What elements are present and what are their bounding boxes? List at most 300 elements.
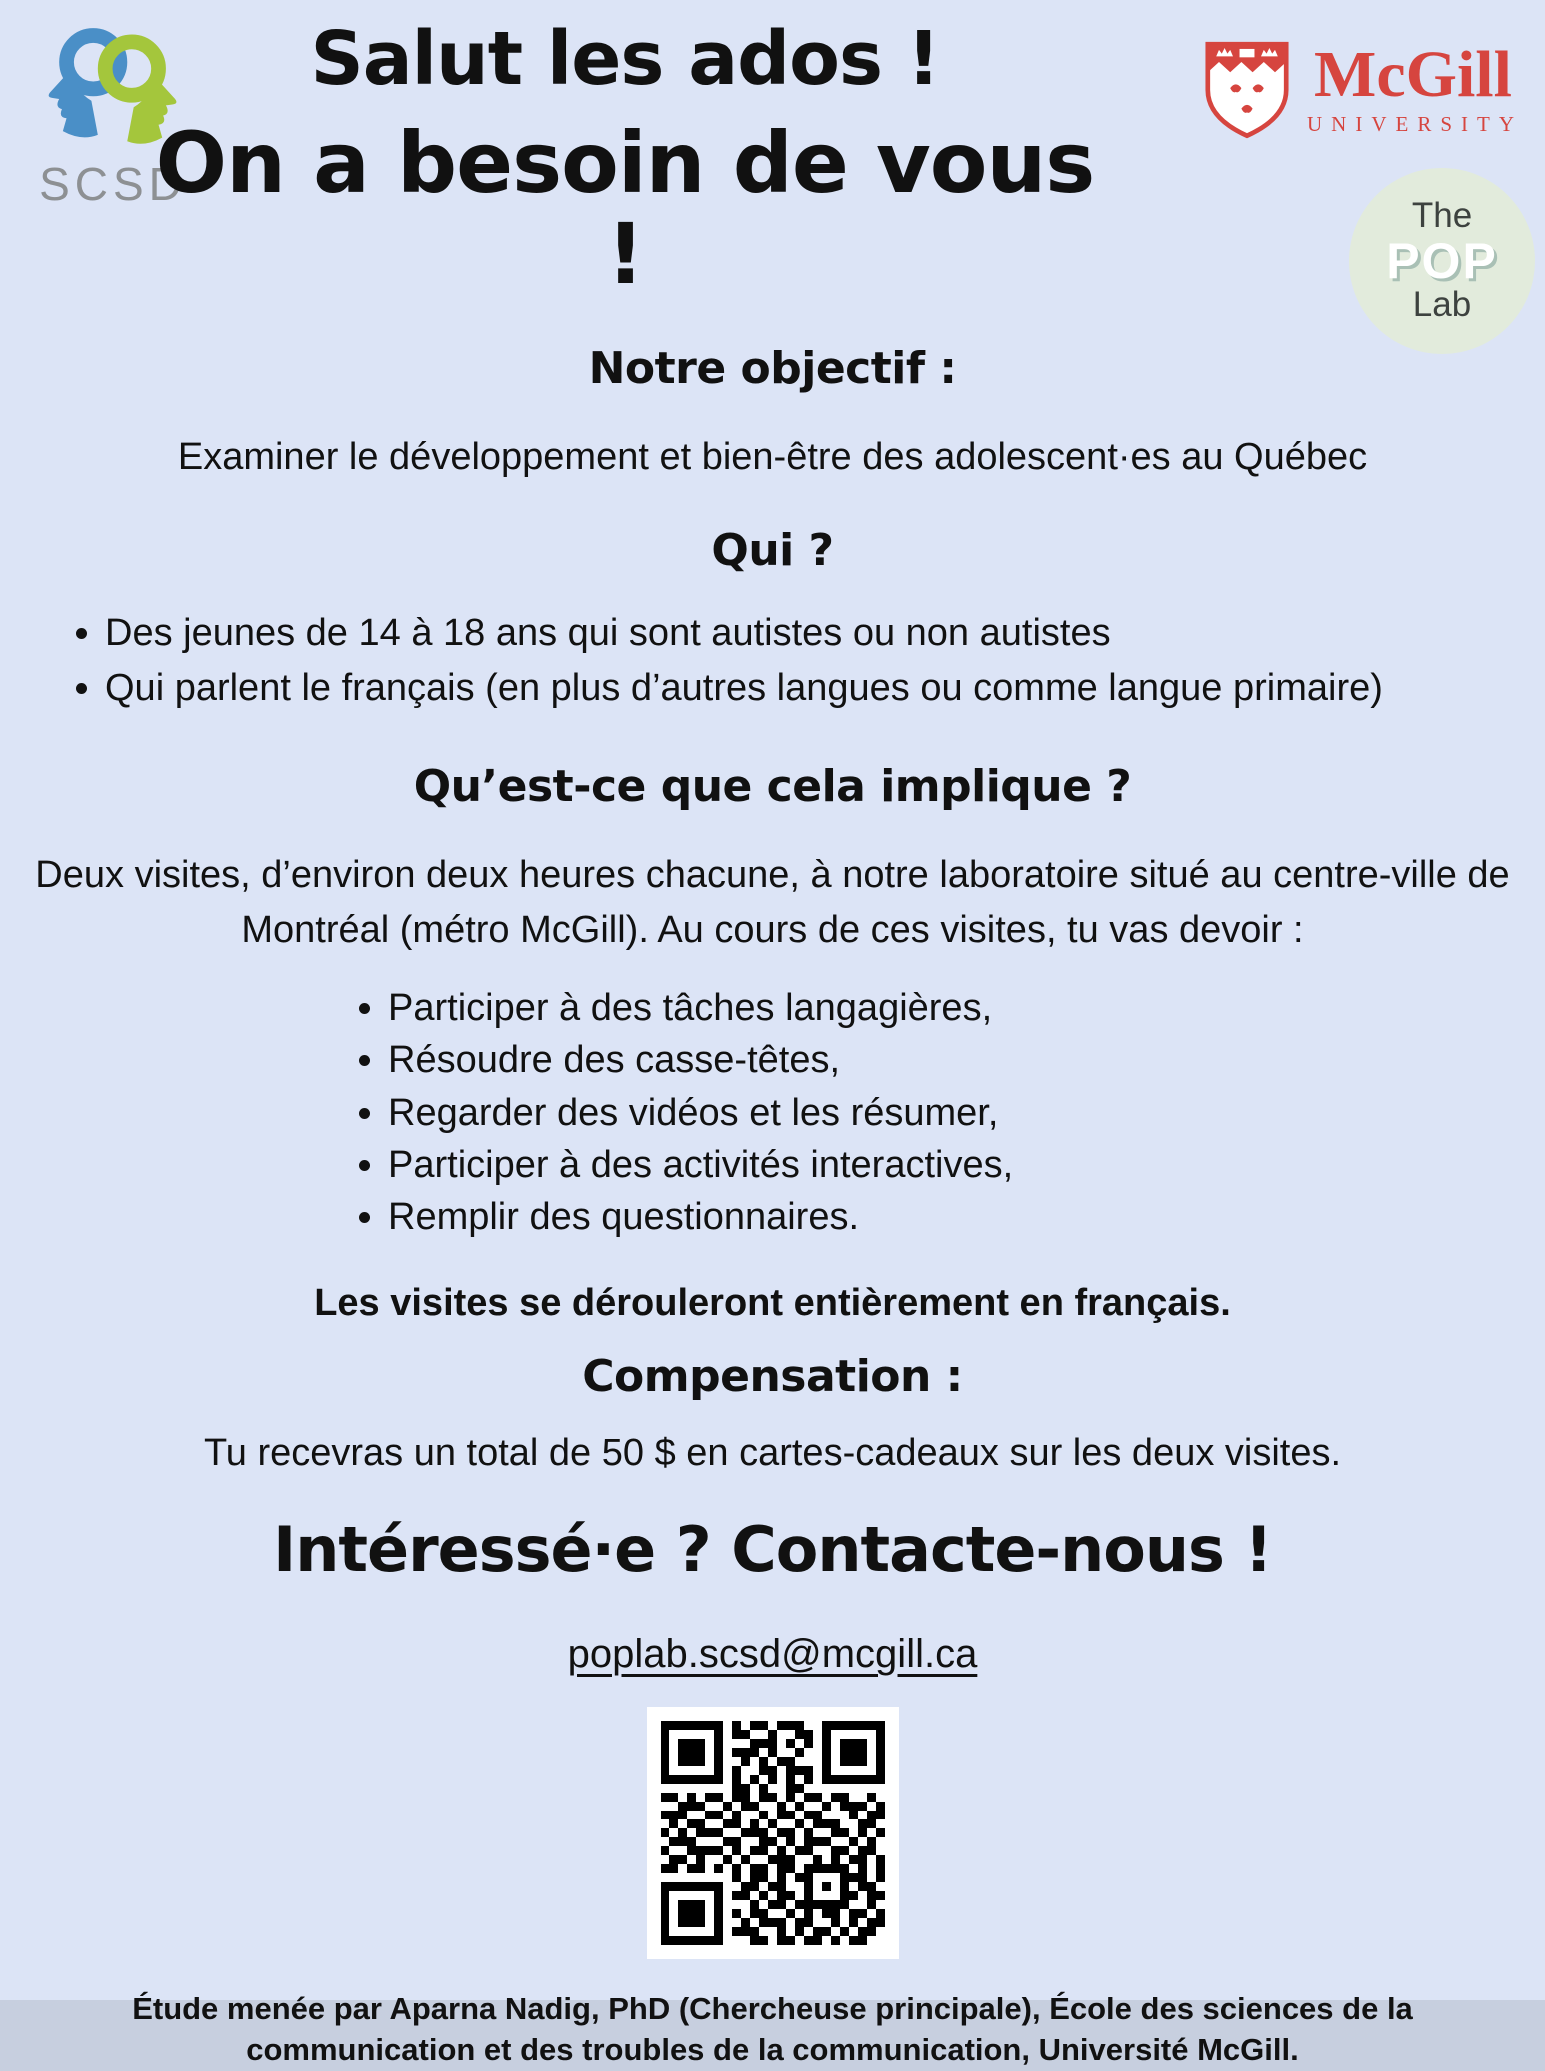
qr-module (867, 1900, 876, 1909)
qr-module (705, 1748, 714, 1757)
qr-module (777, 1909, 786, 1918)
qr-module (669, 1891, 678, 1900)
qr-module (714, 1775, 723, 1784)
compensation-body: Tu recevras un total de 50 $ en cartes-cadeaux sur les deux visites. (203, 1431, 1342, 1474)
qr-module (687, 1766, 696, 1775)
qr-module (732, 1855, 741, 1864)
bullet-item: • Qui parlent le français (en plus d’autres langues ou comme langue primaire) (105, 661, 1545, 716)
qr-module (661, 1900, 670, 1909)
qr-module (750, 1775, 759, 1784)
qr-module (876, 1864, 885, 1873)
qr-module (804, 1766, 813, 1775)
qr-module (741, 1909, 750, 1918)
qr-module (795, 1927, 804, 1936)
qr-module (714, 1864, 723, 1873)
qr-module (705, 1909, 714, 1918)
qr-module (867, 1775, 876, 1784)
qr-module (705, 1730, 714, 1739)
qr-module (696, 1927, 705, 1936)
qr-module (876, 1918, 885, 1927)
qr-module (661, 1766, 670, 1775)
qr-module (822, 1918, 831, 1927)
qr-module (661, 1918, 670, 1927)
qr-module (768, 1828, 777, 1837)
qr-module (849, 1802, 858, 1811)
qr-module (849, 1882, 858, 1891)
qr-module (777, 1900, 786, 1909)
qr-module (714, 1739, 723, 1748)
qr-module (705, 1882, 714, 1891)
qr-module (831, 1918, 840, 1927)
qr-module (813, 1882, 822, 1891)
qr-module (867, 1927, 876, 1936)
mcgill-name: McGill (1314, 38, 1512, 111)
qr-module (732, 1802, 741, 1811)
qr-module (804, 1721, 813, 1730)
qr-module (661, 1927, 670, 1936)
qr-module (759, 1811, 768, 1820)
qr-module (804, 1793, 813, 1802)
qr-module (795, 1802, 804, 1811)
objective-heading: Notre objectif : (588, 343, 957, 395)
qr-module (858, 1864, 867, 1873)
qr-module (795, 1766, 804, 1775)
qr-module (876, 1936, 885, 1945)
qr-module (858, 1828, 867, 1837)
qr-module (687, 1819, 696, 1828)
qr-module (849, 1936, 858, 1945)
bullet-item: • Participer à des tâches langagières, (388, 982, 1545, 1034)
scsd-label: SCSD (39, 158, 187, 210)
qr-module (831, 1927, 840, 1936)
qr-module (678, 1730, 687, 1739)
qr-module (669, 1855, 678, 1864)
qr-module (831, 1757, 840, 1766)
qr-module (750, 1828, 759, 1837)
qr-module (804, 1811, 813, 1820)
qr-module (705, 1828, 714, 1837)
qr-module (723, 1864, 732, 1873)
qr-module (831, 1846, 840, 1855)
qr-module (669, 1793, 678, 1802)
qr-module (687, 1918, 696, 1927)
qr-module (678, 1927, 687, 1936)
qr-module (687, 1936, 696, 1945)
qr-module (822, 1927, 831, 1936)
qr-module (723, 1918, 732, 1927)
qr-module (705, 1855, 714, 1864)
qr-module (687, 1775, 696, 1784)
qr-module (831, 1909, 840, 1918)
qr-module (831, 1766, 840, 1775)
qr-module (741, 1900, 750, 1909)
qr-module (786, 1775, 795, 1784)
qr-module (661, 1784, 670, 1793)
bullet-item: • Regarder des vidéos et les résumer, (388, 1087, 1545, 1139)
qr-module (696, 1936, 705, 1945)
qr-module (750, 1891, 759, 1900)
qr-module (795, 1936, 804, 1945)
qr-module (723, 1819, 732, 1828)
qr-module (678, 1802, 687, 1811)
qr-module (786, 1855, 795, 1864)
qr-module (831, 1784, 840, 1793)
bullet-item: • Résoudre des casse-têtes, (388, 1034, 1545, 1086)
bullet-item: • Des jeunes de 14 à 18 ans qui sont autistes ou non autistes (105, 606, 1545, 661)
qr-module (777, 1793, 786, 1802)
qr-module (786, 1909, 795, 1918)
qr-module (831, 1882, 840, 1891)
qr-module (678, 1846, 687, 1855)
qr-module (858, 1936, 867, 1945)
qr-module (759, 1828, 768, 1837)
qr-module (750, 1846, 759, 1855)
qr-module (768, 1811, 777, 1820)
qr-module (705, 1837, 714, 1846)
qr-module (759, 1766, 768, 1775)
qr-module (759, 1802, 768, 1811)
qr-module (831, 1873, 840, 1882)
qr-module (777, 1918, 786, 1927)
qr-module (741, 1837, 750, 1846)
qr-module (840, 1918, 849, 1927)
qr-module (822, 1739, 831, 1748)
qr-module (795, 1819, 804, 1828)
qr-module (714, 1909, 723, 1918)
qr-module (849, 1918, 858, 1927)
qr-module (795, 1828, 804, 1837)
qr-module (661, 1882, 670, 1891)
qr-module (750, 1927, 759, 1936)
qr-module (867, 1882, 876, 1891)
qr-module (786, 1730, 795, 1739)
qr-module (696, 1819, 705, 1828)
qr-module (804, 1864, 813, 1873)
qr-module (768, 1918, 777, 1927)
qr-module (822, 1864, 831, 1873)
qr-module (732, 1918, 741, 1927)
qr-module (840, 1846, 849, 1855)
qr-module (696, 1918, 705, 1927)
qr-module (822, 1882, 831, 1891)
qr-module (669, 1828, 678, 1837)
qr-module (714, 1837, 723, 1846)
qr-module (669, 1873, 678, 1882)
qr-module (786, 1936, 795, 1945)
qr-module (795, 1882, 804, 1891)
qr-module (768, 1891, 777, 1900)
qr-module (696, 1900, 705, 1909)
qr-module (777, 1811, 786, 1820)
qr-module (723, 1900, 732, 1909)
qr-module (750, 1730, 759, 1739)
qr-module (705, 1766, 714, 1775)
qr-module (696, 1793, 705, 1802)
qr-module (759, 1855, 768, 1864)
objective-body: Examiner le développement et bien-être des adolescent·es au Québec (177, 436, 1368, 479)
qr-module (804, 1846, 813, 1855)
qr-module (768, 1739, 777, 1748)
qr-module (732, 1721, 741, 1730)
qr-module (831, 1730, 840, 1739)
qr-module (831, 1739, 840, 1748)
qr-module (723, 1828, 732, 1837)
qr-module (858, 1909, 867, 1918)
qr-module (696, 1891, 705, 1900)
qr-module (822, 1828, 831, 1837)
qr-module (696, 1802, 705, 1811)
qr-module (714, 1927, 723, 1936)
qr-module (732, 1873, 741, 1882)
qr-module (678, 1793, 687, 1802)
qr-module (741, 1766, 750, 1775)
qr-module (840, 1775, 849, 1784)
qr-module (669, 1882, 678, 1891)
qr-module (813, 1721, 822, 1730)
qr-module (741, 1873, 750, 1882)
qr-module (858, 1846, 867, 1855)
qr-module (858, 1900, 867, 1909)
qr-module (723, 1775, 732, 1784)
qr-module (661, 1873, 670, 1882)
qr-module (813, 1748, 822, 1757)
qr-module (867, 1802, 876, 1811)
qr-module (786, 1873, 795, 1882)
qr-module (661, 1846, 670, 1855)
qr-module (678, 1837, 687, 1846)
qr-module (813, 1900, 822, 1909)
qr-module (705, 1793, 714, 1802)
qr-module (768, 1784, 777, 1793)
qr-module (732, 1828, 741, 1837)
qr-module (813, 1909, 822, 1918)
qr-module (714, 1748, 723, 1757)
qr-module (714, 1721, 723, 1730)
qr-module (723, 1873, 732, 1882)
qr-module (669, 1819, 678, 1828)
qr-module (867, 1784, 876, 1793)
qr-module (669, 1927, 678, 1936)
qr-module (759, 1873, 768, 1882)
qr-module (831, 1793, 840, 1802)
qr-module (840, 1730, 849, 1739)
qr-module (858, 1721, 867, 1730)
qr-module (768, 1757, 777, 1766)
qr-module (732, 1936, 741, 1945)
qr-module (732, 1739, 741, 1748)
qr-module (849, 1909, 858, 1918)
qr-module (732, 1891, 741, 1900)
qr-module (795, 1855, 804, 1864)
qr-module (867, 1864, 876, 1873)
contact-heading: Intéressé·e ? Contacte-nous ! (273, 1512, 1272, 1586)
qr-module (849, 1721, 858, 1730)
qr-module (795, 1873, 804, 1882)
qr-module (831, 1811, 840, 1820)
qr-module (750, 1882, 759, 1891)
qr-module (669, 1784, 678, 1793)
qr-module (705, 1936, 714, 1945)
poplab-the: The (1411, 196, 1473, 235)
qr-module (795, 1721, 804, 1730)
qr-module (750, 1748, 759, 1757)
qr-module (732, 1793, 741, 1802)
qr-module (750, 1793, 759, 1802)
qr-module (687, 1721, 696, 1730)
qr-module (741, 1757, 750, 1766)
qr-module (777, 1721, 786, 1730)
qr-module (678, 1891, 687, 1900)
qr-module (759, 1739, 768, 1748)
qr-module (687, 1784, 696, 1793)
qr-module (723, 1882, 732, 1891)
qr-module (661, 1891, 670, 1900)
qr-module (669, 1757, 678, 1766)
qr-module (687, 1837, 696, 1846)
qr-module (669, 1918, 678, 1927)
qr-module (723, 1721, 732, 1730)
qr-module (849, 1793, 858, 1802)
qr-module (705, 1864, 714, 1873)
qr-module (813, 1793, 822, 1802)
qr-module (687, 1855, 696, 1864)
qr-module (741, 1802, 750, 1811)
qr-module (768, 1936, 777, 1945)
qr-module (669, 1909, 678, 1918)
qr-module (786, 1837, 795, 1846)
qr-module (849, 1900, 858, 1909)
qr-module (768, 1819, 777, 1828)
qr-module (858, 1837, 867, 1846)
qr-module (813, 1739, 822, 1748)
qr-module (786, 1721, 795, 1730)
qr-module (661, 1739, 670, 1748)
qr-module (669, 1775, 678, 1784)
qr-module (723, 1739, 732, 1748)
qr-module (678, 1739, 687, 1748)
qr-module (840, 1909, 849, 1918)
qr-module (777, 1739, 786, 1748)
qr-module (687, 1828, 696, 1837)
qr-module (732, 1819, 741, 1828)
qr-module (768, 1846, 777, 1855)
qr-module (777, 1730, 786, 1739)
qr-module (759, 1757, 768, 1766)
qr-module (840, 1793, 849, 1802)
poplab-lab: Lab (1412, 285, 1472, 325)
qr-module (849, 1837, 858, 1846)
qr-module (750, 1739, 759, 1748)
qr-module (669, 1802, 678, 1811)
qr-module (813, 1730, 822, 1739)
qr-module (777, 1757, 786, 1766)
qr-module (822, 1873, 831, 1882)
qr-module (723, 1837, 732, 1846)
qr-module (786, 1766, 795, 1775)
qr-module (795, 1918, 804, 1927)
qr-module (867, 1730, 876, 1739)
qr-module (714, 1900, 723, 1909)
qr-module (867, 1757, 876, 1766)
qr-module (822, 1846, 831, 1855)
qr-module (759, 1882, 768, 1891)
footer-credit: Étude menée par Aparna Nadig, PhD (Chercheuse principale), École des sciences de la communication et des troubles de la communication, Université McGill. (132, 1990, 1413, 2067)
qr-module (723, 1757, 732, 1766)
qr-module (831, 1748, 840, 1757)
qr-module (768, 1864, 777, 1873)
qr-module (661, 1721, 670, 1730)
qr-module (822, 1811, 831, 1820)
qr-module (786, 1819, 795, 1828)
qr-module (876, 1739, 885, 1748)
qr-module (840, 1784, 849, 1793)
qr-module (849, 1730, 858, 1739)
qr-module (813, 1775, 822, 1784)
qr-module (687, 1900, 696, 1909)
qr-module (849, 1864, 858, 1873)
qr-module (661, 1811, 670, 1820)
qr-module (732, 1846, 741, 1855)
qr-module (804, 1730, 813, 1739)
qr-module (723, 1793, 732, 1802)
qr-module (732, 1927, 741, 1936)
qr-module (768, 1909, 777, 1918)
qr-module (759, 1927, 768, 1936)
qr-module (759, 1748, 768, 1757)
qr-module (876, 1819, 885, 1828)
qr-module (768, 1873, 777, 1882)
qr-module (669, 1739, 678, 1748)
qr-module (840, 1882, 849, 1891)
qr-module (696, 1828, 705, 1837)
qr-module (687, 1793, 696, 1802)
qr-module (696, 1846, 705, 1855)
qr-module (786, 1793, 795, 1802)
qr-module (687, 1757, 696, 1766)
poplab-pop: POP (1386, 232, 1498, 289)
qr-module (777, 1864, 786, 1873)
qr-module (714, 1873, 723, 1882)
qr-module (669, 1766, 678, 1775)
qr-module (813, 1766, 822, 1775)
qr-module (678, 1819, 687, 1828)
qr-module (813, 1802, 822, 1811)
qr-module (867, 1846, 876, 1855)
qr-module (786, 1748, 795, 1757)
qr-module (768, 1721, 777, 1730)
contact-email-link[interactable]: poplab.scsd@mcgill.ca (567, 1631, 978, 1676)
qr-module (723, 1730, 732, 1739)
qr-module (661, 1730, 670, 1739)
qr-module (678, 1873, 687, 1882)
qr-module (759, 1837, 768, 1846)
qr-module (741, 1864, 750, 1873)
qr-module (759, 1864, 768, 1873)
qr-module (768, 1882, 777, 1891)
qr-module (786, 1811, 795, 1820)
qr-module (741, 1927, 750, 1936)
qr-module (849, 1748, 858, 1757)
qr-module (705, 1891, 714, 1900)
qr-module (813, 1864, 822, 1873)
qr-module (858, 1927, 867, 1936)
qr-module (840, 1828, 849, 1837)
qr-module (714, 1811, 723, 1820)
qr-module (759, 1891, 768, 1900)
qr-module (786, 1739, 795, 1748)
qr-module (661, 1837, 670, 1846)
qr-module (696, 1757, 705, 1766)
